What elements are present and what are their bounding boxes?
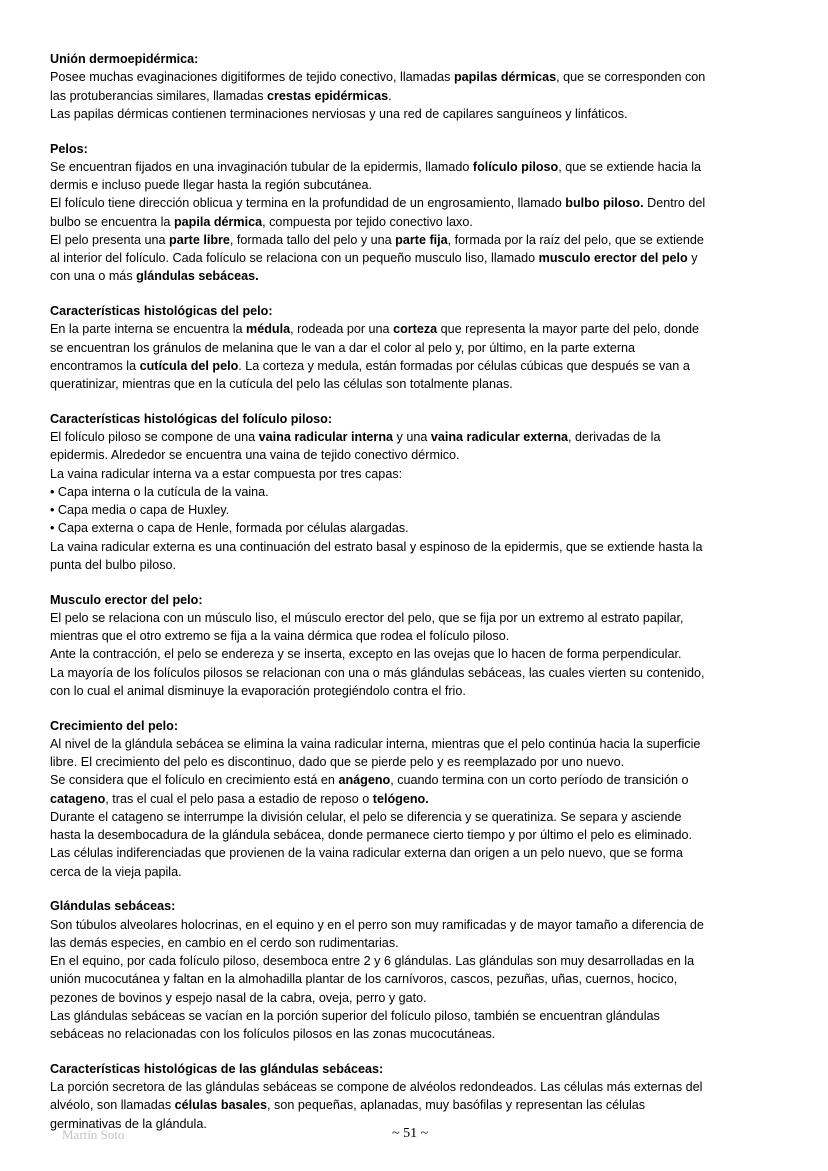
bold-term: vaina radicular interna — [258, 430, 394, 444]
text-run: las protuberancias similares, llamadas — [50, 88, 267, 103]
section-heading: Características histológicas de las glándulas sebáceas: — [50, 1061, 384, 1076]
text-run: , rodeada por una — [290, 322, 394, 337]
section-heading: Unión dermoepidérmica: — [50, 52, 199, 66]
text-run: En la parte interna se encuentra la — [50, 322, 247, 337]
text-run: queratinizar, mientras que en la cutícula del pelo las células son totalmente planas. — [50, 377, 513, 391]
text-line — [50, 970, 778, 988]
section-heading: Crecimiento del pelo: — [50, 718, 179, 733]
text-run: , son pequeñas, aplanadas, muy basófilas y representan las células — [267, 1098, 646, 1113]
text-run: Dentro del — [643, 196, 706, 211]
text-line — [50, 771, 778, 789]
section — [50, 717, 778, 881]
text-line — [50, 375, 778, 393]
text-run: alvéolo, son llamadas — [50, 1098, 175, 1113]
text-line — [50, 790, 778, 808]
text-run: Posee muchas evaginaciones digitiformes de tejido conectivo, llamadas — [50, 70, 454, 85]
page-number: ~ 51 ~ — [392, 1126, 429, 1141]
text-line — [50, 465, 778, 483]
bold-term: musculo erector del pelo — [538, 251, 688, 265]
text-run: unión mucocutánea y faltan en la almohadilla plantar de los carnívoros, cascos, pezuñas, uñas, cuernos, hocico, — [50, 972, 678, 987]
text-run: pezones de bovinos y espejo nasal de la cabra, oveja, perro y gato. — [50, 990, 427, 1005]
document-body — [50, 50, 778, 1149]
section — [50, 140, 778, 286]
text-line — [50, 1007, 778, 1025]
text-run: Se considera que el folículo en crecimiento está en — [50, 773, 339, 788]
text-line — [50, 176, 778, 194]
text-line — [50, 538, 778, 556]
bold-term: glándulas sebáceas. — [136, 269, 259, 284]
text-run: mientras que el otro extremo se fija a la vaina dérmica que rodea el folículo piloso. — [50, 629, 510, 643]
text-line — [50, 627, 778, 645]
text-run: . — [388, 88, 392, 103]
text-run: , que se extiende hacia la — [558, 159, 702, 174]
text-line — [50, 989, 778, 1007]
text-line — [50, 753, 778, 771]
text-line — [50, 501, 778, 519]
text-line — [50, 844, 778, 862]
text-line — [50, 682, 778, 700]
bold-term: bulbo piloso. — [565, 196, 644, 211]
section — [50, 302, 778, 393]
text-line — [50, 105, 778, 123]
text-run: y una — [393, 430, 431, 444]
bold-term: catageno — [50, 791, 106, 806]
text-run: . La corteza y medula, están formadas por células cúbicas que después se van a — [238, 358, 690, 373]
text-line — [50, 952, 778, 970]
text-run: La porción secretora de las glándulas sebáceas se compone de alvéolos redondeados. Las células más externas del — [50, 1080, 703, 1094]
text-run: El pelo presenta una — [50, 232, 170, 247]
text-run: • Capa media o capa de Huxley. — [50, 503, 230, 517]
text-line — [50, 158, 778, 176]
text-run: con una o más — [50, 269, 137, 284]
text-line — [50, 339, 778, 357]
text-line — [50, 863, 778, 881]
text-line — [50, 645, 778, 663]
text-run: El folículo tiene dirección oblicua y termina en la profundidad de un engrosamiento, llamado — [50, 196, 566, 211]
text-line — [50, 609, 778, 627]
text-line — [50, 87, 778, 105]
text-run: Las glándulas sebáceas se vacían en la porción superior del folículo piloso, también se encuentran glándulas — [50, 1008, 660, 1023]
text-line — [50, 68, 778, 86]
text-run: , cuando termina con un corto período de transición o — [390, 773, 689, 788]
footer-author: Martín Soto — [62, 1127, 125, 1142]
text-run: Las células indiferenciadas que provienen de la vaina radicular externa dan origen a un pelo nuevo, que se forma — [50, 846, 683, 861]
text-run: , formada por la raíz del pelo, que se extiende — [447, 232, 704, 247]
section — [50, 591, 778, 701]
text-run: Se encuentran fijados en una invaginación tubular de la epidermis, llamado — [50, 159, 473, 174]
text-line — [50, 357, 778, 375]
text-run: Durante el catageno se interrumpe la división celular, el pelo se diferencia y se queratiniza. Se separa y asciende — [50, 809, 682, 824]
text-line — [50, 483, 778, 501]
text-line — [50, 213, 778, 231]
text-run: germinativas de la glándula. — [50, 1116, 207, 1131]
bold-term: células basales — [174, 1098, 268, 1113]
text-line — [50, 194, 778, 212]
text-run: las demás especies, en cambio en el cerdo son rudimentarias. — [50, 935, 399, 950]
bold-term: anágeno — [338, 773, 391, 788]
text-run: , que se corresponden con — [556, 70, 706, 85]
text-run: dermis e incluso puede llegar hasta la región subcutánea. — [50, 178, 373, 192]
text-line — [50, 519, 778, 537]
text-line — [50, 556, 778, 574]
text-run: hasta la desembocadura de la glándula sebácea, donde permanece cierto tiempo y por último el pelo es eliminado. — [50, 828, 692, 842]
text-run: se encuentran los gránulos de melanina que le van a dar el color al pelo y, por último, en la parte externa — [50, 340, 636, 355]
section — [50, 897, 778, 1043]
section-heading: Pelos: — [50, 141, 88, 156]
section — [50, 410, 778, 574]
text-run: bulbo se encuentra la — [50, 214, 174, 229]
text-line — [50, 1025, 778, 1043]
bold-term: folículo piloso — [472, 159, 559, 174]
bold-term: cutícula del pelo — [139, 358, 239, 373]
text-run: La vaina radicular interna va a estar compuesta por tres capas: — [50, 466, 403, 481]
text-line — [50, 1096, 778, 1114]
text-run: En el equino, por cada folículo piloso, desemboca entre 2 y 6 glándulas. Las glándulas son muy desarrolladas en la — [50, 954, 695, 968]
text-line — [50, 916, 778, 934]
text-run: Al nivel de la glándula sebácea se elimina la vaina radicular interna, mientras que el pelo continúa hacia la superficie — [50, 736, 701, 751]
text-run: con lo cual el animal disminuye la evaporación protegiéndolo contra el frio. — [50, 683, 466, 698]
section-heading: Características histológicas del folículo piloso: — [50, 411, 333, 426]
section — [50, 50, 778, 123]
section-heading: Glándulas sebáceas: — [50, 899, 176, 914]
text-line — [50, 428, 778, 446]
bold-term: corteza — [393, 322, 438, 337]
bold-term: crestas epidérmicas — [266, 88, 389, 103]
section-heading: Musculo erector del pelo: — [50, 592, 203, 607]
text-run: Ante la contracción, el pelo se endereza y se inserta, excepto en las ovejas que lo hacen de forma perpendicular. — [50, 647, 682, 662]
text-line — [50, 249, 778, 267]
text-run: La mayoría de los folículos pilosos se relacionan con una o más glándulas sebáceas, las cuales vierten su contenido, — [50, 665, 705, 680]
text-run: y — [687, 251, 698, 265]
text-line — [50, 320, 778, 338]
text-run: Son túbulos alveolares holocrinas, en el equino y en el perro son muy ramificadas y de mayor tamaño a diferencia de — [50, 917, 704, 932]
text-line — [50, 826, 778, 844]
text-run: que representa la mayor parte del pelo, donde — [437, 322, 700, 337]
bold-term: vaina radicular externa — [430, 430, 569, 444]
bold-term: papila dérmica — [173, 214, 263, 229]
text-run: , derivadas de la — [568, 430, 661, 444]
text-line — [50, 808, 778, 826]
text-line — [50, 664, 778, 682]
text-run: , formada tallo del pelo y una — [229, 232, 396, 247]
text-run: cerca de la vieja papila. — [50, 864, 182, 879]
text-run: El pelo se relaciona con un músculo liso, el músculo erector del pelo, que se fija por un extremo al estrato papilar, — [50, 610, 684, 625]
text-line — [50, 1078, 778, 1096]
text-line — [50, 267, 778, 285]
text-run: encontramos la — [50, 358, 140, 373]
text-run: La vaina radicular externa es una continuación del estrato basal y espinoso de la epidermis, que se extiende hasta la — [50, 539, 703, 554]
text-line — [50, 231, 778, 249]
bold-term: telógeno. — [372, 791, 429, 806]
text-run: , tras el cual el pelo pasa a estadio de reposo o — [105, 791, 373, 806]
text-line — [50, 446, 778, 464]
text-run: punta del bulbo piloso. — [50, 557, 177, 572]
section-heading: Características histológicas del pelo: — [50, 304, 273, 318]
text-run: al interior del folículo. Cada folículo se relaciona con un pequeño musculo liso, llamado — [50, 251, 539, 265]
text-run: , compuesta por tejido conectivo laxo. — [262, 214, 473, 229]
bold-term: parte libre — [169, 232, 230, 247]
text-run: libre. El crecimiento del pelo es discontinuo, dado que se pierde pelo y es reemplazado por uno nuevo. — [50, 755, 625, 769]
text-run: sebáceas no relacionadas con los folículos pilosos en las zonas mucocutáneas. — [50, 1027, 496, 1041]
bold-term: papilas dérmicas — [453, 70, 557, 85]
text-run: • Capa externa o capa de Henle, formada por células alargadas. — [50, 521, 409, 536]
bold-term: parte fija — [395, 232, 448, 247]
text-run: • Capa interna o la cutícula de la vaina. — [50, 484, 269, 499]
bold-term: médula — [246, 322, 291, 337]
text-run: epidermis. Alrededor se encuentra una vaina de tejido conectivo dérmico. — [50, 448, 460, 463]
text-line — [50, 934, 778, 952]
text-line — [50, 735, 778, 753]
text-run: Las papilas dérmicas contienen terminaciones nerviosas y una red de capilares sanguíneos y linfáticos. — [50, 106, 628, 121]
section — [50, 1060, 778, 1133]
text-run: El folículo piloso se compone de una — [50, 430, 259, 444]
